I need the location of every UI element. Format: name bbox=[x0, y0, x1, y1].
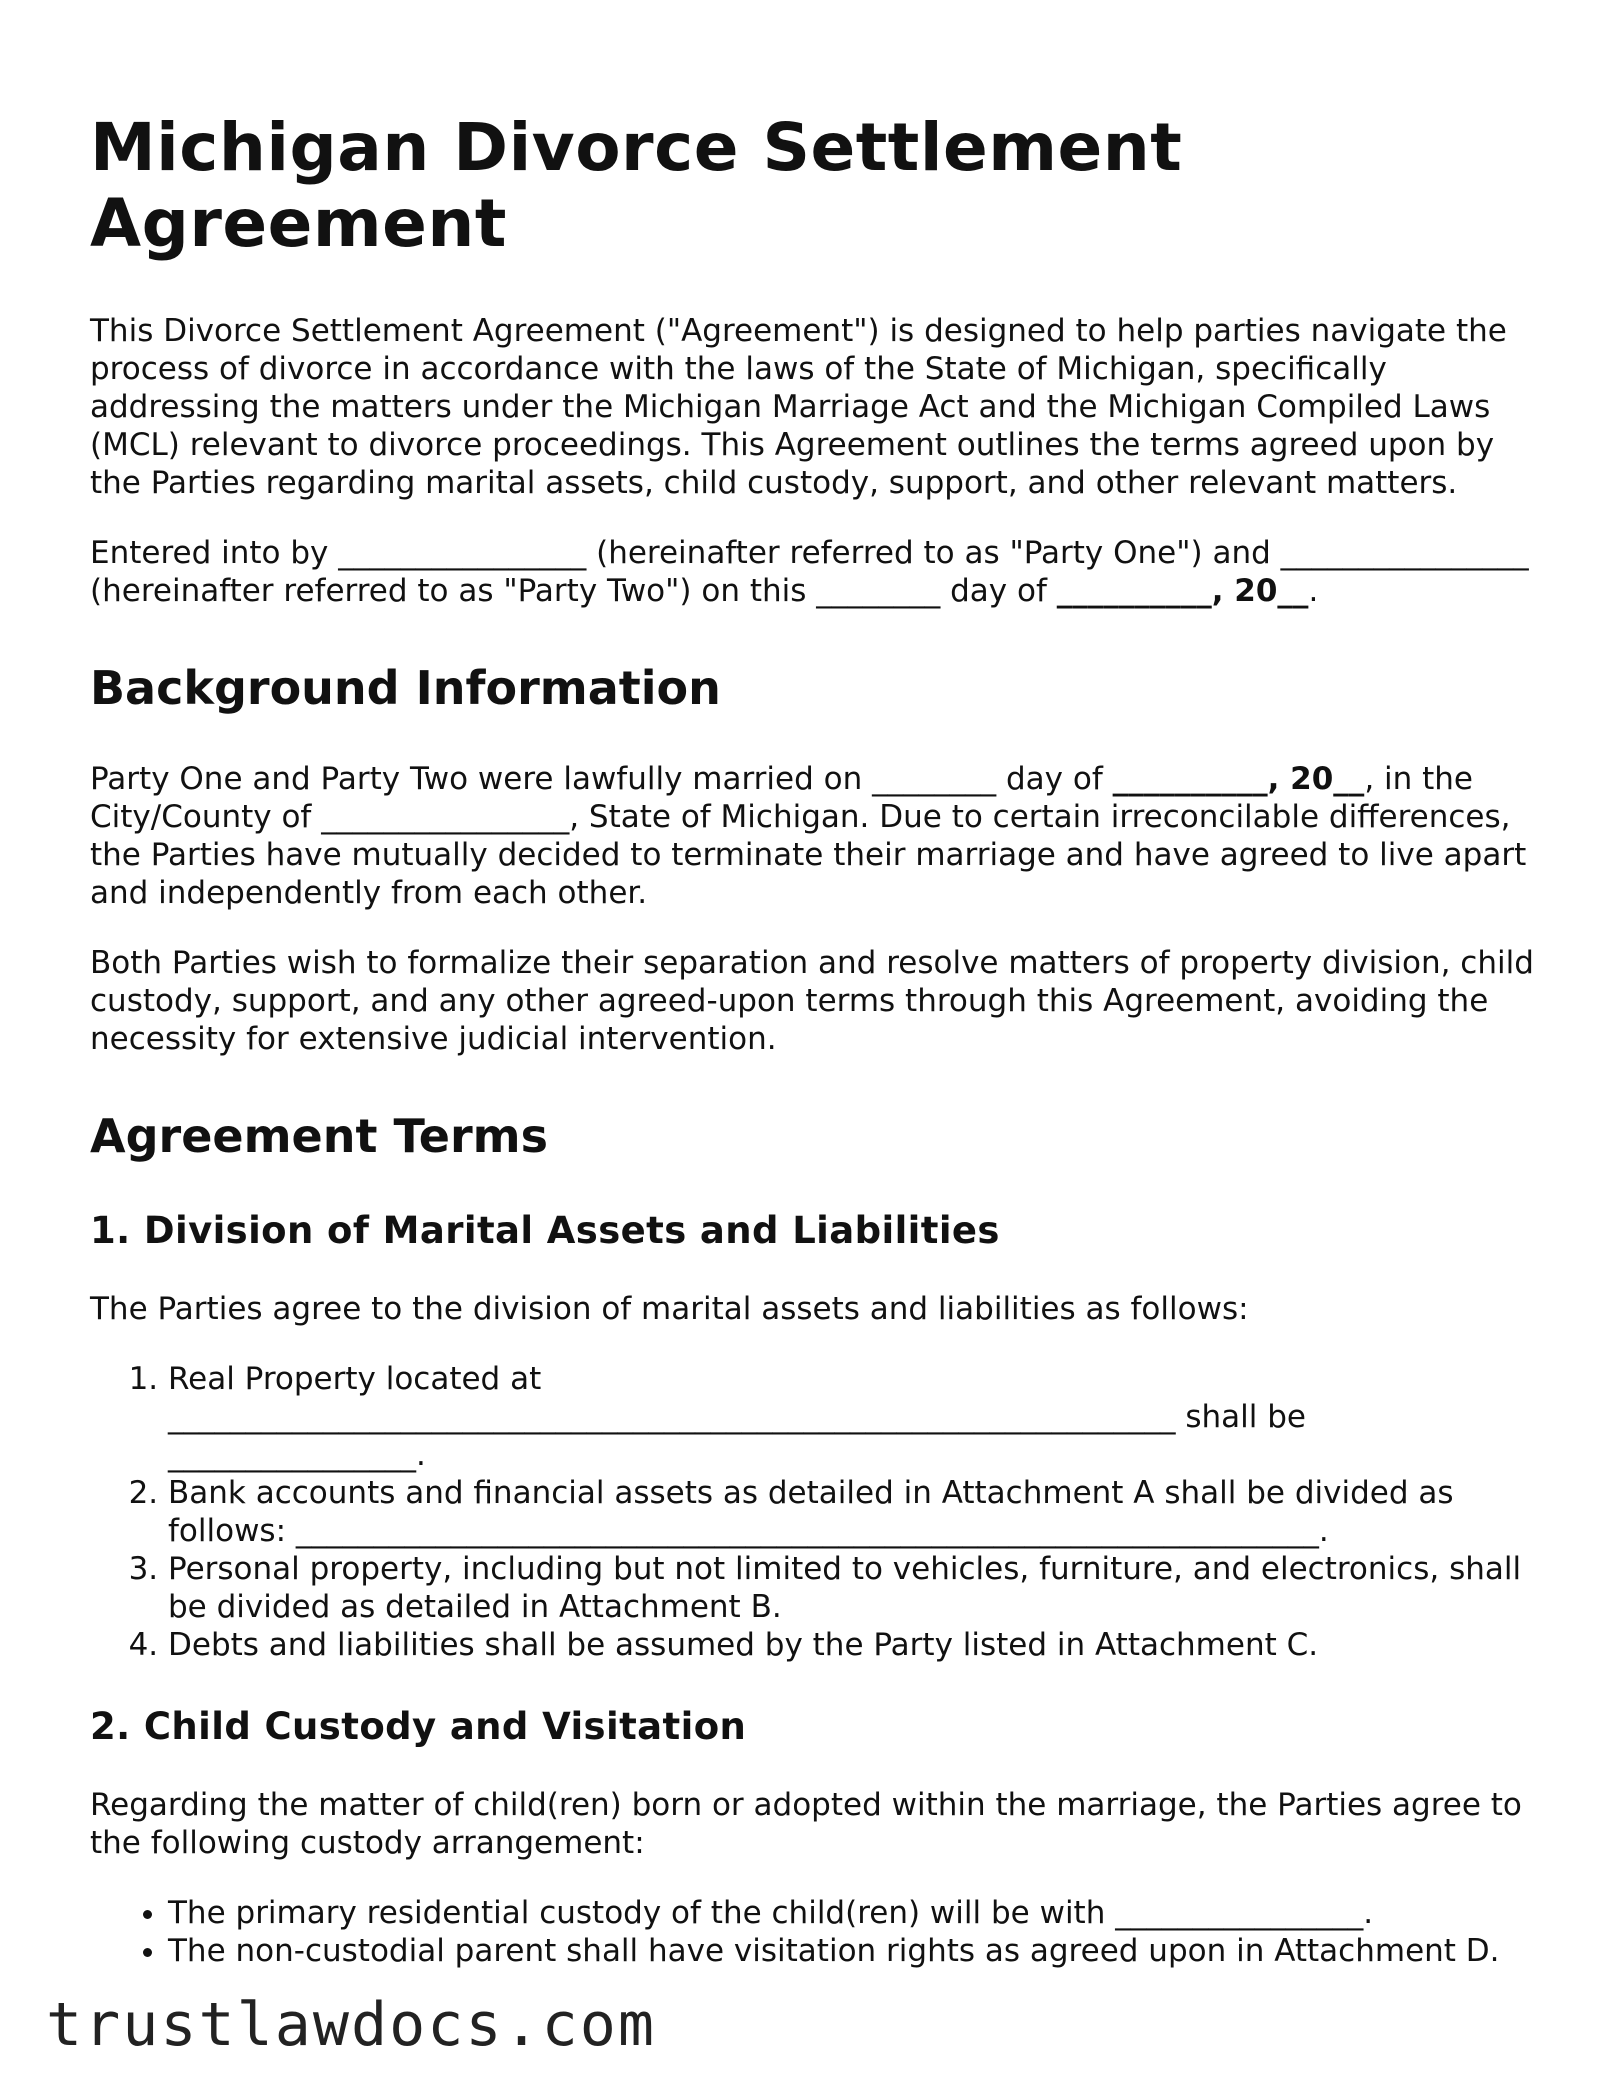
section-1-intro: The Parties agree to the division of marital assets and liabilities as follows: bbox=[90, 1291, 1249, 1327]
watermark: trustlawdocs.com bbox=[46, 1990, 656, 2060]
entered-text-3: (hereinafter referred to as "Party Two") on this bbox=[90, 573, 817, 609]
entered-text-5: . bbox=[1308, 573, 1319, 609]
marriage-day-blank: ________ bbox=[872, 761, 997, 797]
day-blank: ________ bbox=[816, 573, 941, 609]
item2-text-1: Bank accounts and financial assets as detailed in Attachment A shall be divided as follows: bbox=[168, 1475, 1454, 1549]
city-county-blank: ________________ bbox=[321, 799, 570, 835]
section-2-intro: Regarding the matter of child(ren) born or adopted within the marriage, the Parties agree to the following custody arrangement: bbox=[90, 1787, 1522, 1861]
party-two-blank: ________________ bbox=[1280, 535, 1529, 571]
section-2-heading: 2. Child Custody and Visitation bbox=[90, 1705, 747, 1748]
property-recipient-blank: ________________ bbox=[168, 1437, 416, 1473]
property-address-blank: _________________________________________________________________ bbox=[168, 1399, 1176, 1435]
list-item bbox=[168, 1894, 1540, 1932]
bg-text-2: day of bbox=[996, 761, 1113, 797]
agreement-terms-heading: Agreement Terms bbox=[90, 1109, 548, 1163]
document-page bbox=[90, 110, 1540, 2010]
item2-text-2: . bbox=[1318, 1513, 1329, 1549]
page-title: Michigan Divorce Settlement Agreement bbox=[90, 109, 1183, 262]
custody-list bbox=[90, 1894, 1540, 1970]
intro-paragraph: This Divorce Settlement Agreement ("Agreement") is designed to help parties navigate the process of divorce in accordance with the laws of the State of Michigan, specifically addressing the matters under the Michigan Marriage Act and the Michigan Compiled Laws (MCL) relevant to divorce proceedings. This Agreement outlines the terms agreed upon by the Parties regarding marital assets, child custody, support, and other relevant matters. bbox=[90, 313, 1507, 501]
entered-text-1: Entered into by bbox=[90, 535, 339, 571]
section-1-heading: 1. Division of Marital Assets and Liabilities bbox=[90, 1209, 1000, 1252]
background-paragraph-1 bbox=[90, 760, 1540, 912]
item1-text-2: shall be bbox=[1175, 1399, 1306, 1435]
bg-text-4: , State of Michigan. Due to certain irreconcilable differences, the Parties have mutually decided to terminate their marriage and have agreed to live apart and independently from each other. bbox=[90, 799, 1527, 911]
list-item: 4. Debts and liabilities shall be assumed by the Party listed in Attachment C. bbox=[168, 1626, 1540, 1664]
list-item bbox=[168, 1360, 1540, 1474]
financial-division-blank: __________________________________________________________________ bbox=[295, 1513, 1319, 1549]
item1-text-3: . bbox=[416, 1437, 426, 1473]
bullet1-text-1: The primary residential custody of the child(ren) will be with bbox=[168, 1895, 1116, 1931]
bullet1-text-2: . bbox=[1363, 1895, 1374, 1931]
list-item: 3. Personal property, including but not limited to vehicles, furniture, and electronics, shall be divided as detailed in Attachment B. bbox=[168, 1550, 1540, 1626]
assets-list bbox=[90, 1360, 1540, 1664]
bg-text-3: , in the City/County of bbox=[90, 761, 1474, 835]
background-heading: Background Information bbox=[90, 661, 721, 715]
background-paragraph-2: Both Parties wish to formalize their separation and resolve matters of property division, child custody, support, and any other agreed-upon terms through this Agreement, avoiding the necessity for extensive judicial intervention. bbox=[90, 945, 1534, 1057]
item1-text-1: Real Property located at bbox=[168, 1361, 542, 1397]
entered-text-2: (hereinafter referred to as "Party One") and bbox=[586, 535, 1281, 571]
marriage-month-year-blank: __________, 20__ bbox=[1112, 761, 1365, 797]
entered-into-paragraph bbox=[90, 534, 1540, 610]
list-item: • The non-custodial parent shall have visitation rights as agreed upon in Attachment D. bbox=[168, 1932, 1540, 1970]
month-year-blank: __________, 20__ bbox=[1056, 573, 1309, 609]
bg-text-1: Party One and Party Two were lawfully married on bbox=[90, 761, 873, 797]
custody-parent-blank: ________________ bbox=[1115, 1895, 1364, 1931]
entered-text-4: day of bbox=[940, 573, 1057, 609]
list-item bbox=[168, 1474, 1540, 1550]
party-one-blank: ________________ bbox=[338, 535, 587, 571]
